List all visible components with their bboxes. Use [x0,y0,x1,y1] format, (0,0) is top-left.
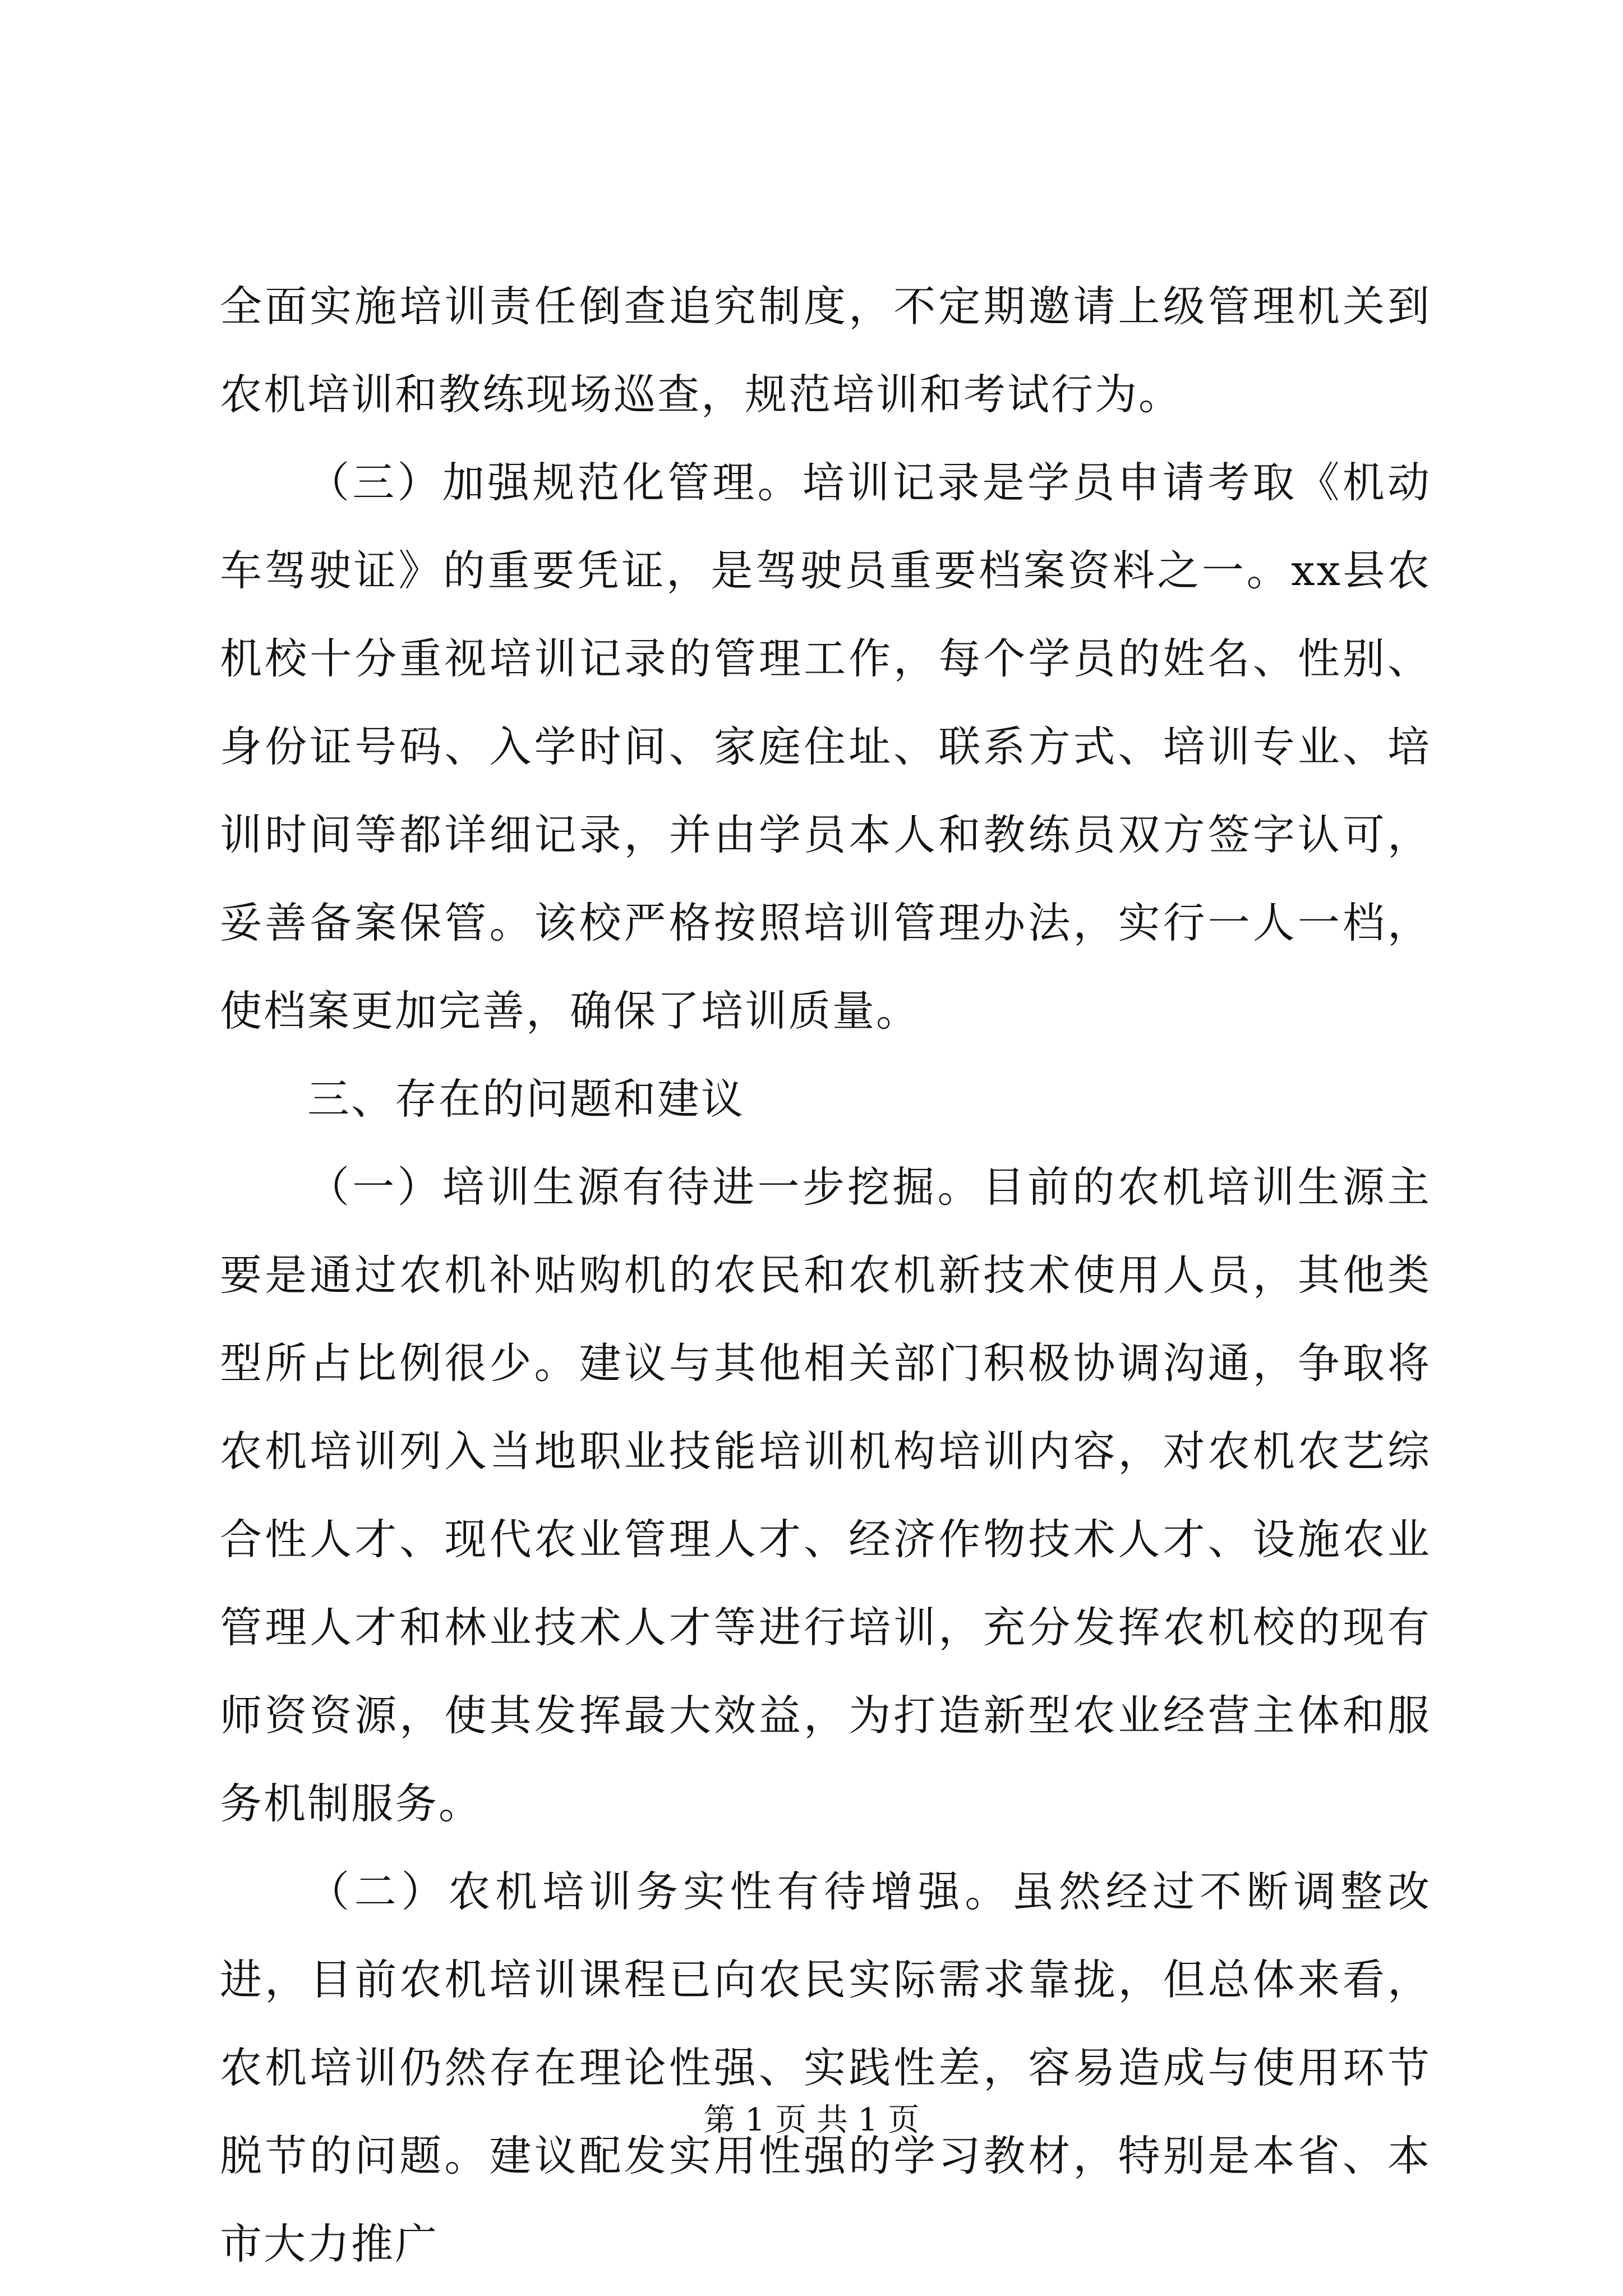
paragraph-1: 全面实施培训责任倒查追究制度，不定期邀请上级管理机关到农机培训和教练现场巡查，规范培训和考试行为。 [220,282,1431,419]
section-heading-3: 三、存在的问题和建议 [307,1074,745,1124]
page-footer: 第 1 页 共 1 页 [703,2102,920,2138]
document-body [220,263,1431,2288]
paragraph-5: （二）农机培训务实性有待增强。虽然经过不断调整改进，目前农机培训课程已向农民实际需求靠拢，但总体来看，农机培训仍然存在理论性强、实践性差，容易造成与使用环节脱节的问题。建议配发实用性强的学习教材，特别是本省、本市大力推广 [220,1867,1431,2269]
paragraph-2: （三）加强规范化管理。培训记录是学员申请考取《机动车驾驶证》的重要凭证，是驾驶员重要档案资料之一。xx县农机校十分重视培训记录的管理工作，每个学员的姓名、性别、身份证号码、入学时间、家庭住址、联系方式、培训专业、培训时间等都详细记录，并由学员本人和教练员双方签字认可，妥善备案保管。该校严格按照培训管理办法，实行一人一档，使档案更加完善，确保了培训质量。 [220,458,1431,1036]
paragraph-4: （一）培训生源有待进一步挖掘。目前的农机培训生源主要是通过农机补贴购机的农民和农机新技术使用人员，其他类型所占比例很少。建议与其他相关部门积极协调沟通，争取将农机培训列入当地职业技能培训机构培训内容，对农机农艺综合性人才、现代农业管理人才、经济作物技术人才、设施农业管理人才和林业技术人才等进行培训，充分发挥农机校的现有师资资源，使其发挥最大效益，为打造新型农业经营主体和服务机制服务。 [220,1162,1431,1828]
